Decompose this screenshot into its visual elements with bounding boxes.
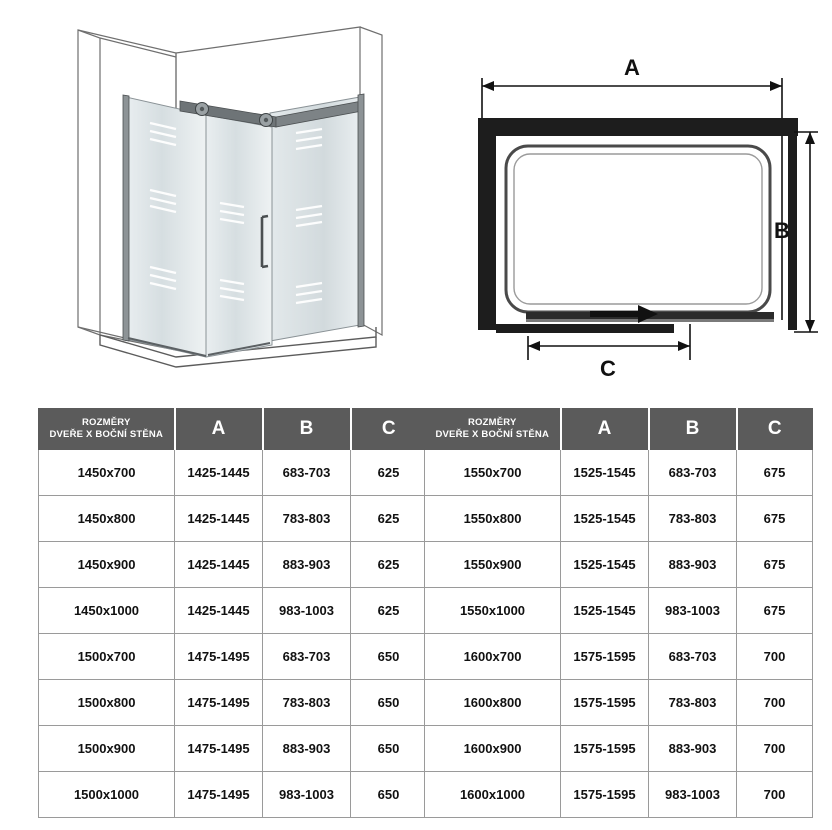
header-sizes-line1: ROZMĚRY — [81, 417, 131, 429]
cell-a: 1475-1495 — [175, 772, 263, 818]
cell-size: 1600x1000 — [425, 772, 561, 818]
cell-b: 883-903 — [263, 542, 351, 588]
cell-size: 1550x700 — [425, 450, 561, 496]
cell-c: 675 — [737, 450, 813, 496]
header-sizes-line2: DVEŘE X BOČNÍ STĚNA — [49, 429, 164, 440]
table-row — [425, 772, 813, 818]
plan-label-b: B — [774, 218, 790, 243]
shower-enclosure-plan-view — [430, 20, 820, 385]
dimension-table-left — [38, 408, 427, 818]
cell-c: 625 — [351, 588, 427, 634]
cell-c: 700 — [737, 726, 813, 772]
cell-b: 883-903 — [649, 726, 737, 772]
cell-a: 1425-1445 — [175, 588, 263, 634]
table-row — [425, 450, 813, 496]
dimension-table-right — [424, 408, 813, 818]
table-header-row — [39, 409, 427, 450]
cell-b: 683-703 — [649, 450, 737, 496]
cell-c: 650 — [351, 634, 427, 680]
cell-size: 1450x700 — [39, 450, 175, 496]
cell-c: 650 — [351, 726, 427, 772]
shower-enclosure-perspective-view — [30, 5, 410, 385]
cell-b: 683-703 — [263, 634, 351, 680]
header-col-c: C — [737, 409, 813, 450]
table-row — [425, 726, 813, 772]
cell-c: 675 — [737, 588, 813, 634]
dimension-table — [38, 408, 427, 818]
cell-c: 700 — [737, 634, 813, 680]
technical-drawings — [0, 0, 832, 390]
cell-size: 1500x800 — [39, 680, 175, 726]
header-col-b: B — [263, 409, 351, 450]
header-sizes-label — [425, 409, 561, 450]
table-row — [425, 588, 813, 634]
table-row — [39, 680, 427, 726]
cell-a: 1525-1545 — [561, 450, 649, 496]
cell-size: 1450x900 — [39, 542, 175, 588]
table-header-row — [425, 409, 813, 450]
plan-label-a: A — [624, 55, 640, 80]
cell-size: 1450x1000 — [39, 588, 175, 634]
table-row — [39, 496, 427, 542]
cell-a: 1525-1545 — [561, 588, 649, 634]
plan-label-c: C — [600, 356, 616, 381]
table-row — [425, 542, 813, 588]
cell-size: 1550x900 — [425, 542, 561, 588]
table-row — [425, 680, 813, 726]
cell-a: 1575-1595 — [561, 726, 649, 772]
cell-size: 1500x1000 — [39, 772, 175, 818]
cell-a: 1575-1595 — [561, 680, 649, 726]
header-sizes-line2: DVEŘE X BOČNÍ STĚNA — [435, 429, 550, 440]
cell-b: 983-1003 — [649, 588, 737, 634]
cell-size: 1600x800 — [425, 680, 561, 726]
table-row — [39, 542, 427, 588]
cell-b: 883-903 — [263, 726, 351, 772]
cell-b: 683-703 — [649, 634, 737, 680]
cell-a: 1475-1495 — [175, 726, 263, 772]
cell-a: 1425-1445 — [175, 542, 263, 588]
cell-size: 1500x700 — [39, 634, 175, 680]
cell-a: 1525-1545 — [561, 496, 649, 542]
cell-c: 650 — [351, 772, 427, 818]
cell-a: 1475-1495 — [175, 680, 263, 726]
cell-b: 683-703 — [263, 450, 351, 496]
cell-c: 675 — [737, 496, 813, 542]
cell-b: 783-803 — [649, 680, 737, 726]
table-row — [39, 772, 427, 818]
table-row — [425, 634, 813, 680]
cell-a: 1525-1545 — [561, 542, 649, 588]
table-row — [39, 588, 427, 634]
dimension-table — [424, 408, 813, 818]
table-row — [425, 496, 813, 542]
cell-size: 1450x800 — [39, 496, 175, 542]
cell-b: 983-1003 — [649, 772, 737, 818]
cell-b: 883-903 — [649, 542, 737, 588]
table-row — [39, 634, 427, 680]
cell-c: 700 — [737, 680, 813, 726]
header-sizes-label — [39, 409, 175, 450]
cell-c: 650 — [351, 680, 427, 726]
cell-b: 783-803 — [263, 496, 351, 542]
cell-b: 783-803 — [263, 680, 351, 726]
cell-a: 1575-1595 — [561, 634, 649, 680]
table-row — [39, 450, 427, 496]
cell-c: 625 — [351, 542, 427, 588]
header-col-c: C — [351, 409, 427, 450]
cell-b: 983-1003 — [263, 588, 351, 634]
header-col-a: A — [175, 409, 263, 450]
cell-size: 1500x900 — [39, 726, 175, 772]
cell-a: 1575-1595 — [561, 772, 649, 818]
cell-a: 1475-1495 — [175, 634, 263, 680]
cell-size: 1550x1000 — [425, 588, 561, 634]
table-row — [39, 726, 427, 772]
header-col-b: B — [649, 409, 737, 450]
cell-b: 983-1003 — [263, 772, 351, 818]
header-sizes-line1: ROZMĚRY — [467, 417, 517, 429]
cell-c: 625 — [351, 496, 427, 542]
cell-size: 1550x800 — [425, 496, 561, 542]
cell-size: 1600x900 — [425, 726, 561, 772]
cell-size: 1600x700 — [425, 634, 561, 680]
cell-a: 1425-1445 — [175, 496, 263, 542]
cell-a: 1425-1445 — [175, 450, 263, 496]
header-col-a: A — [561, 409, 649, 450]
cell-c: 675 — [737, 542, 813, 588]
cell-c: 625 — [351, 450, 427, 496]
cell-c: 700 — [737, 772, 813, 818]
cell-b: 783-803 — [649, 496, 737, 542]
